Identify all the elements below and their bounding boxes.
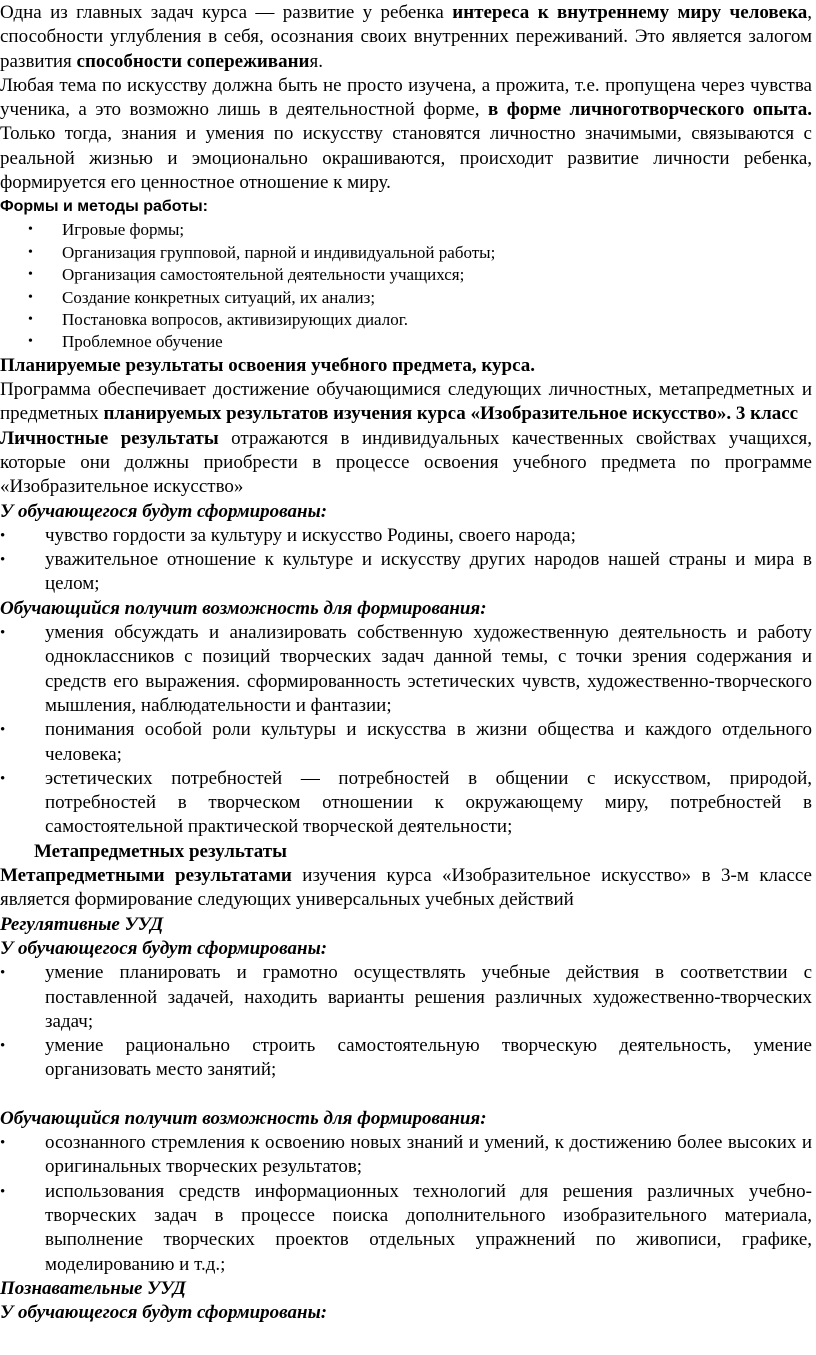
forms-list xyxy=(0,219,812,353)
opportunity-heading: Обучающийся получит возможность для формирования: xyxy=(0,1107,487,1129)
list-item: • понимания особой роли культуры и искусства в жизни общества и каждого отдельного человека; xyxy=(0,718,812,767)
opportunity-heading: Обучающийся получит возможность для формирования: xyxy=(0,597,487,619)
list-item: • Создание конкретных ситуаций, их анализ; xyxy=(28,287,812,309)
personal-results-paragraph: Личностные результаты отражаются в индивидуальных качественных свойствах учащихся, которые они должны приобрести в процессе освоения учебного предмета по программе «Изобразительное искусство» xyxy=(0,427,812,498)
meta-paragraph: Метапредметными результатами изучения курса «Изобразительное искусство» в 3-м классе является формирование следующих универсальных учебных действий xyxy=(0,865,812,911)
will-form-heading: У обучающегося будут сформированы: xyxy=(0,937,328,959)
will-form-heading: У обучающегося будут сформированы: xyxy=(0,500,328,522)
results-heading: Планируемые результаты освоения учебного предмета, курса. xyxy=(0,354,536,376)
list-item: • умение планировать и грамотно осуществлять учебные действия в соответствии с поставленной задачей, находить варианты решения различных художественно-творческих задач; xyxy=(0,961,812,1034)
list-item: • эстетических потребностей — потребностей в общении с искусством, природой, потребностей в творческом отношении к окружающему миру, потребностей в самостоятельной практической творческой деятельности; xyxy=(0,767,812,840)
list-item: • Постановка вопросов, активизирующих диалог. xyxy=(28,309,812,331)
list-item: • чувство гордости за культуру и искусство Родины, своего народа; xyxy=(0,524,812,548)
intro-paragraph-1: Одна из главных задач курса — развитие у ребенка интереса к внутреннему миру человека, способности углубления в себя, осознания своих внутренних переживаний. Это является залогом развития способности сопереживания. xyxy=(0,2,812,72)
list-item: • умения обсуждать и анализировать собственную художественную деятельность и работу одноклассников с позиций творческих задач данной темы, с точки зрения содержания и средств его выражения. сформированность эстетических чувств, художественно-творческого мышления, наблюдательности и фантазии; xyxy=(0,621,812,718)
cognitive-heading: Познавательные УУД xyxy=(0,1277,186,1299)
list-item: • Проблемное обучение xyxy=(28,331,812,353)
list-item: • уважительное отношение к культуре и искусству других народов нашей страны и мира в целом; xyxy=(0,548,812,597)
regulative-heading: Регулятивные УУД xyxy=(0,913,164,935)
will-form-heading: У обучающегося будут сформированы: xyxy=(0,1302,328,1324)
list-item: • Организация самостоятельной деятельности учащихся; xyxy=(28,264,812,286)
list-item: • использования средств информационных технологий для решения различных учебно-творческих задач в процессе поиска дополнительного изобразительного материала, выполнение творческих проектов отдельных упражнений по живописи, графике, моделированию и т.д.; xyxy=(0,1180,812,1277)
personal-list xyxy=(0,524,812,597)
regulative-list xyxy=(0,961,812,1082)
intro-paragraph-2: Любая тема по искусству должна быть не просто изучена, а прожита, т.е. пропущена через чувства ученика, а это возможно лишь в деятельностной форме, в форме личноготворческого опыта. Только тогда, знания и умения по искусству становятся личностно значимыми, связываются с реальной жизнью и эмоционально окрашиваются, происходит развитие личности ребенка, формируется его ценностное отношение к миру. xyxy=(0,74,812,194)
meta-heading: Метапредметных результаты xyxy=(34,840,287,862)
list-item: • Игровые формы; xyxy=(28,219,812,241)
forms-heading: Формы и методы работы: xyxy=(0,198,208,216)
list-item: • умение рационально строить самостоятельную творческую деятельность, умение организовать место занятий; xyxy=(0,1034,812,1083)
opportunity-list xyxy=(0,621,812,840)
program-paragraph: Программа обеспечивает достижение обучающимися следующих личностных, метапредметных и предметных планируемых результатов изучения курса «Изобразительное искусство». 3 класс xyxy=(0,379,812,425)
spacer xyxy=(0,1083,812,1107)
opportunity-list xyxy=(0,1131,812,1277)
list-item: • Организация групповой, парной и индивидуальной работы; xyxy=(28,242,812,264)
list-item: • осознанного стремления к освоению новых знаний и умений, к достижению более высоких и оригинальных творческих результатов; xyxy=(0,1131,812,1180)
